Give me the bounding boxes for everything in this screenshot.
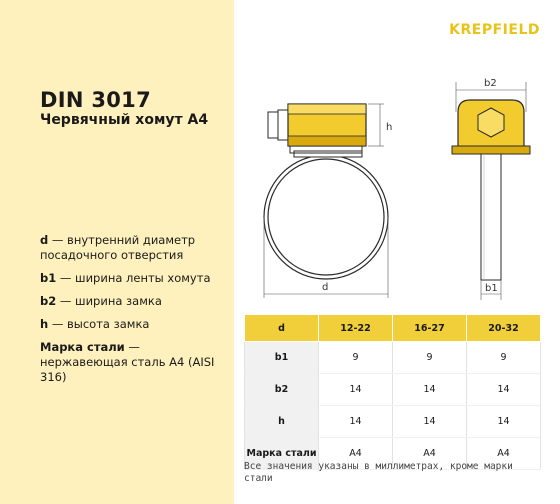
table-row — [245, 374, 541, 406]
table-row-header: b1 — [245, 342, 319, 374]
dimension-legend — [40, 233, 230, 393]
legend-item-d: d — внутренний диаметр посадочного отверстия — [40, 233, 196, 262]
table-row-header: h — [245, 406, 319, 438]
page-title: DIN 3017 — [40, 88, 151, 112]
legend-item-h: h — высота замка — [40, 317, 150, 331]
legend-item-b1: b1 — ширина ленты хомута — [40, 271, 211, 285]
table-row — [245, 342, 541, 374]
dim-label-b2: b2 — [484, 78, 497, 89]
brand-logo: KREPFIELD — [449, 22, 540, 38]
clamp-drawing — [234, 60, 554, 305]
table-header-cell: d — [245, 315, 319, 342]
specs-table — [244, 314, 541, 470]
table-cell: А4 — [467, 438, 541, 470]
table-row — [245, 406, 541, 438]
table-header-cell: 16-27 — [393, 315, 467, 342]
clamp-side-view — [452, 78, 530, 300]
dim-label-b1: b1 — [485, 283, 498, 294]
legend-item-b2: b2 — ширина замка — [40, 294, 162, 308]
table-cell: 14 — [393, 406, 467, 438]
table-row-header: Марка стали — [245, 438, 319, 470]
table-cell: 14 — [319, 374, 393, 406]
clamp-front-view — [264, 104, 392, 298]
table-cell: А4 — [319, 438, 393, 470]
table-cell: 9 — [319, 342, 393, 374]
table-cell: 14 — [467, 374, 541, 406]
table-cell: 9 — [393, 342, 467, 374]
table-row-header: b2 — [245, 374, 319, 406]
dim-label-d: d — [322, 282, 329, 293]
table-cell: А4 — [393, 438, 467, 470]
page-subtitle: Червячный хомут А4 — [40, 112, 209, 128]
table-cell: 14 — [393, 374, 467, 406]
footnote: Все значения указаны в миллиметрах, кроме марки стали — [244, 461, 513, 484]
table-cell: 14 — [319, 406, 393, 438]
legend-item-steel: Марка стали — нержавеющая сталь А4 (AISI 316) — [40, 340, 215, 384]
table-cell: 14 — [467, 406, 541, 438]
dim-label-h: h — [386, 122, 393, 133]
table-cell: 9 — [467, 342, 541, 374]
table-header-cell: 20-32 — [467, 315, 541, 342]
table-header-cell: 12-22 — [319, 315, 393, 342]
table-header-row — [245, 315, 541, 342]
left-panel — [0, 0, 234, 504]
